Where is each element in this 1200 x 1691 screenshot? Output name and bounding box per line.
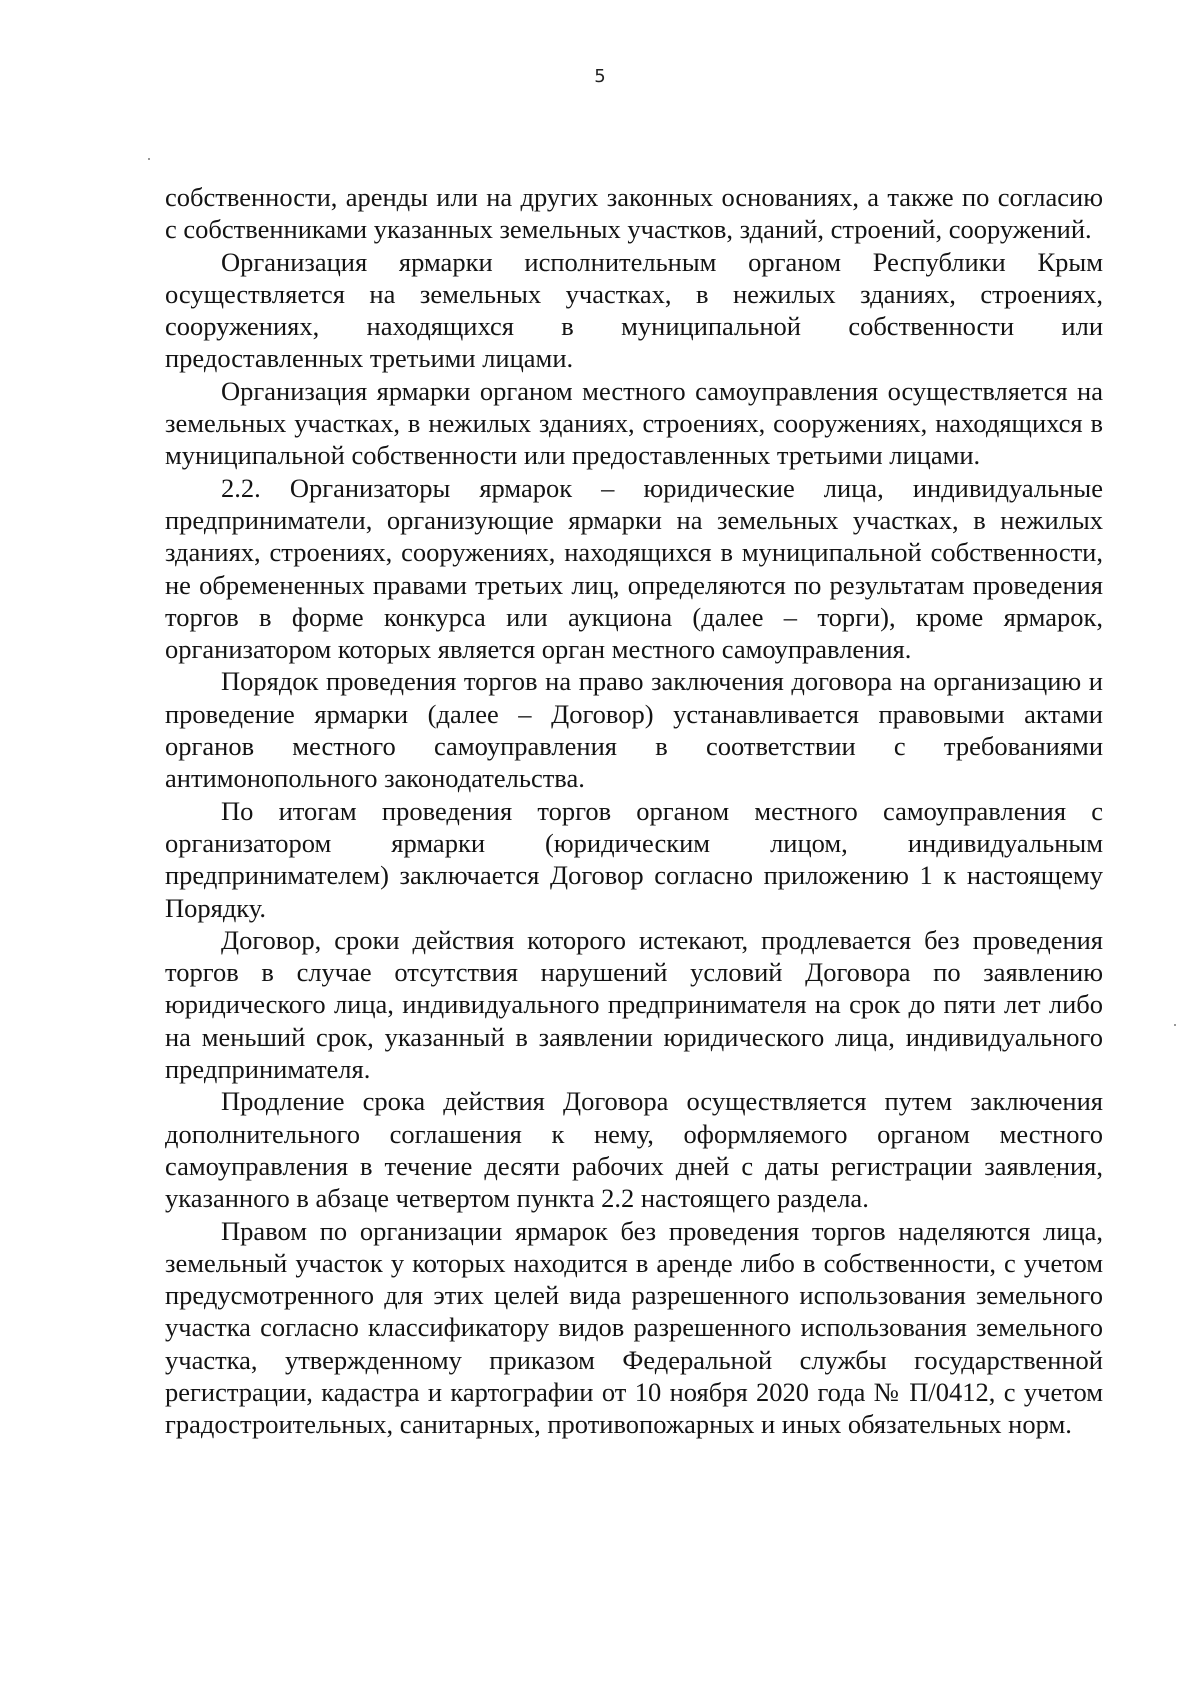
paragraph-no-tender-right: Правом по организации ярмарок без проведения торгов наделяются лица, земельный участок у которых находится в аренде либо в собственности, с учетом предусмотренного для этих целей вида разрешенного использования земельного участка согласно классификатору видов разрешенного использования земельного участка, утвержденному приказом Федеральной службы государственной регистрации, кадастра и картографии от 10 ноября 2020 года № П/0412, с учетом градостроительных, санитарных, противопожарных и иных обязательных норм.: [165, 1215, 1103, 1440]
paragraph-exec-body-fair: Организация ярмарки исполнительным органом Республики Крым осуществляется на земельных участках, в нежилых зданиях, строениях, сооружениях, находящихся в муниципальной собственности или предоставленных третьими лицами.: [165, 246, 1103, 374]
page-number: 5: [594, 66, 606, 87]
paragraph-tender-procedure: Порядок проведения торгов на право заключения договора на организацию и проведение ярмарки (далее – Договор) устанавливается правовыми актами органов местного самоуправления в соответствии с требованиями антимонопольного законодательства.: [165, 666, 1103, 794]
paragraph-contract-extension: Договор, сроки действия которого истекают, продлевается без проведения торгов в случае отсутствия нарушений условий Договора по заявлению юридического лица, индивидуального предпринимателя на срок до пяти лет либо на меньший срок, указанный в заявлении юридического лица, индивидуального предпринимателя.: [165, 924, 1103, 1085]
paragraph-tender-results: По итогам проведения торгов органом местного самоуправления с организатором ярмарки (юридическим лицом, индивидуальным предпринимателем) заключается Договор согласно приложению 1 к настоящему Порядку.: [165, 795, 1103, 923]
paragraph-local-government-fair: Организация ярмарки органом местного самоуправления осуществляется на земельных участках, в нежилых зданиях, строениях, сооружениях, находящихся в муниципальной собственности или предоставленных третьими лицами.: [165, 375, 1103, 471]
document-body: [165, 181, 1103, 1441]
paragraph-section-2-2: 2.2. Организаторы ярмарок – юридические лица, индивидуальные предприниматели, организующие ярмарки на земельных участках, в нежилых зданиях, строениях, сооружениях, находящихся в муниципальной собственности, не обремененных правами третьих лиц, определяются по результатам проведения торгов в форме конкурса или аукциона (далее – торги), кроме ярмарок, организатором которых является орган местного самоуправления.: [165, 472, 1103, 665]
scan-speck: [1174, 1024, 1176, 1026]
paragraph-continuation: собственности, аренды или на других законных основаниях, а также по согласию с собственниками указанных земельных участков, зданий, строений, сооружений.: [165, 182, 1103, 245]
paragraph-extension-procedure: Продление срока действия Договора осуществляется путем заключения дополнительного соглашения к нему, оформляемого органом местного самоуправления в течение десяти рабочих дней с даты регистрации заявления, указанного в абзаце четвертом пункта 2.2 настоящего раздела.: [165, 1086, 1103, 1214]
scan-speck: [148, 158, 150, 160]
